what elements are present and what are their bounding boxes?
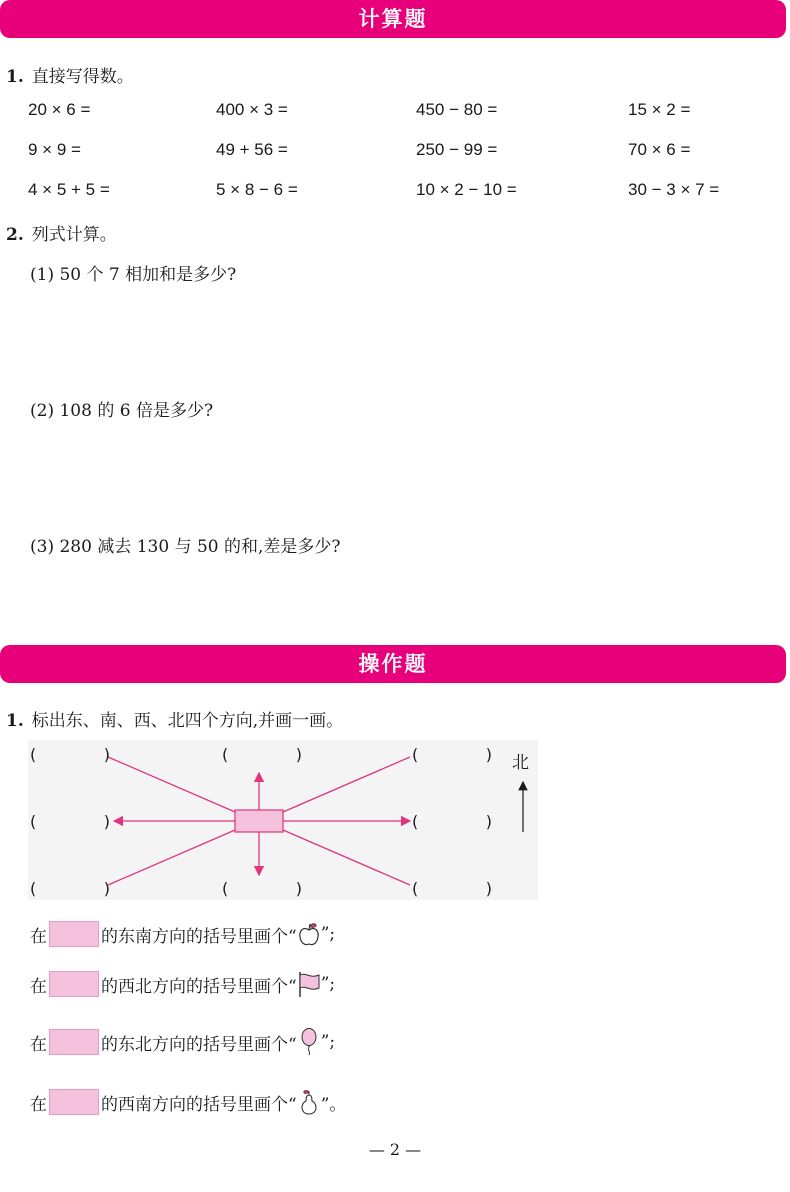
math-row — [28, 180, 768, 206]
math-row — [28, 140, 768, 166]
answer-slot-south[interactable]: ( ) — [222, 879, 302, 898]
sub-question-3: (3) 280 减去 130 与 50 的和,差是多少? — [30, 537, 341, 557]
answer-slot-east[interactable]: ( ) — [412, 812, 492, 831]
center-box — [235, 810, 283, 832]
math-item: 400 × 3 = — [216, 100, 288, 119]
instruction-line: 在 的西南方向的括号里画个“ ”。 — [30, 1088, 346, 1116]
line-to-southeast — [283, 830, 410, 885]
answer-slot-southeast[interactable]: ( ) — [412, 879, 492, 898]
pink-box — [49, 921, 99, 947]
math-item: 15 × 2 = — [628, 100, 691, 119]
pink-box — [49, 971, 99, 997]
question-1-heading — [6, 62, 134, 87]
answer-slot-northeast[interactable]: ( ) — [412, 745, 492, 764]
math-item: 49 + 56 = — [216, 140, 288, 159]
math-item: 70 × 6 = — [628, 140, 691, 159]
instruction-line: 在 的东南方向的括号里画个“ ”; — [30, 920, 335, 948]
line-to-southwest — [108, 830, 235, 885]
answer-slot-southwest[interactable]: ( ) — [30, 879, 110, 898]
math-item: 250 − 99 = — [416, 140, 498, 159]
math-item: 5 × 8 − 6 = — [216, 180, 298, 199]
answer-slot-west[interactable]: ( ) — [30, 812, 110, 831]
section-banner-operation: 操作题 — [0, 645, 786, 683]
question-text: 直接写得数。 — [31, 67, 134, 87]
math-item: 10 × 2 − 10 = — [416, 180, 517, 199]
pear-icon — [297, 1088, 321, 1116]
math-item: 30 − 3 × 7 = — [628, 180, 720, 199]
pink-box — [49, 1089, 99, 1115]
math-item: 9 × 9 = — [28, 140, 81, 159]
page-number: — 2 — — [368, 1140, 422, 1159]
instruction-line: 在 的东北方向的括号里画个“ ”; — [30, 1028, 335, 1056]
flag-icon — [297, 970, 321, 998]
pink-box — [49, 1029, 99, 1055]
question-number: 2. — [6, 225, 24, 245]
math-row — [28, 100, 768, 126]
section-banner-calculation: 计算题 — [0, 0, 786, 38]
math-item: 450 − 80 = — [416, 100, 498, 119]
question-text: 标出东、南、西、北四个方向,并画一画。 — [31, 711, 344, 731]
balloon-icon — [297, 1028, 321, 1056]
sub-question-1: (1) 50 个 7 相加和是多少? — [30, 265, 237, 285]
answer-slot-northwest[interactable]: ( ) — [30, 745, 110, 764]
question-number: 1. — [6, 711, 24, 731]
math-item: 20 × 6 = — [28, 100, 91, 119]
question-2-heading — [6, 220, 117, 245]
apple-icon — [297, 920, 321, 948]
math-item: 4 × 5 + 5 = — [28, 180, 110, 199]
answer-slot-north[interactable]: ( ) — [222, 745, 302, 764]
question-number: 1. — [6, 67, 24, 87]
sub-question-2: (2) 108 的 6 倍是多少? — [30, 401, 214, 421]
line-to-northeast — [283, 757, 410, 812]
instruction-line: 在 的西北方向的括号里画个“ ”; — [30, 970, 335, 998]
question-1-heading — [6, 706, 343, 731]
line-to-northwest — [108, 757, 235, 812]
north-label: 北 — [512, 753, 529, 773]
direction-diagram — [28, 740, 538, 900]
question-text: 列式计算。 — [31, 225, 117, 245]
